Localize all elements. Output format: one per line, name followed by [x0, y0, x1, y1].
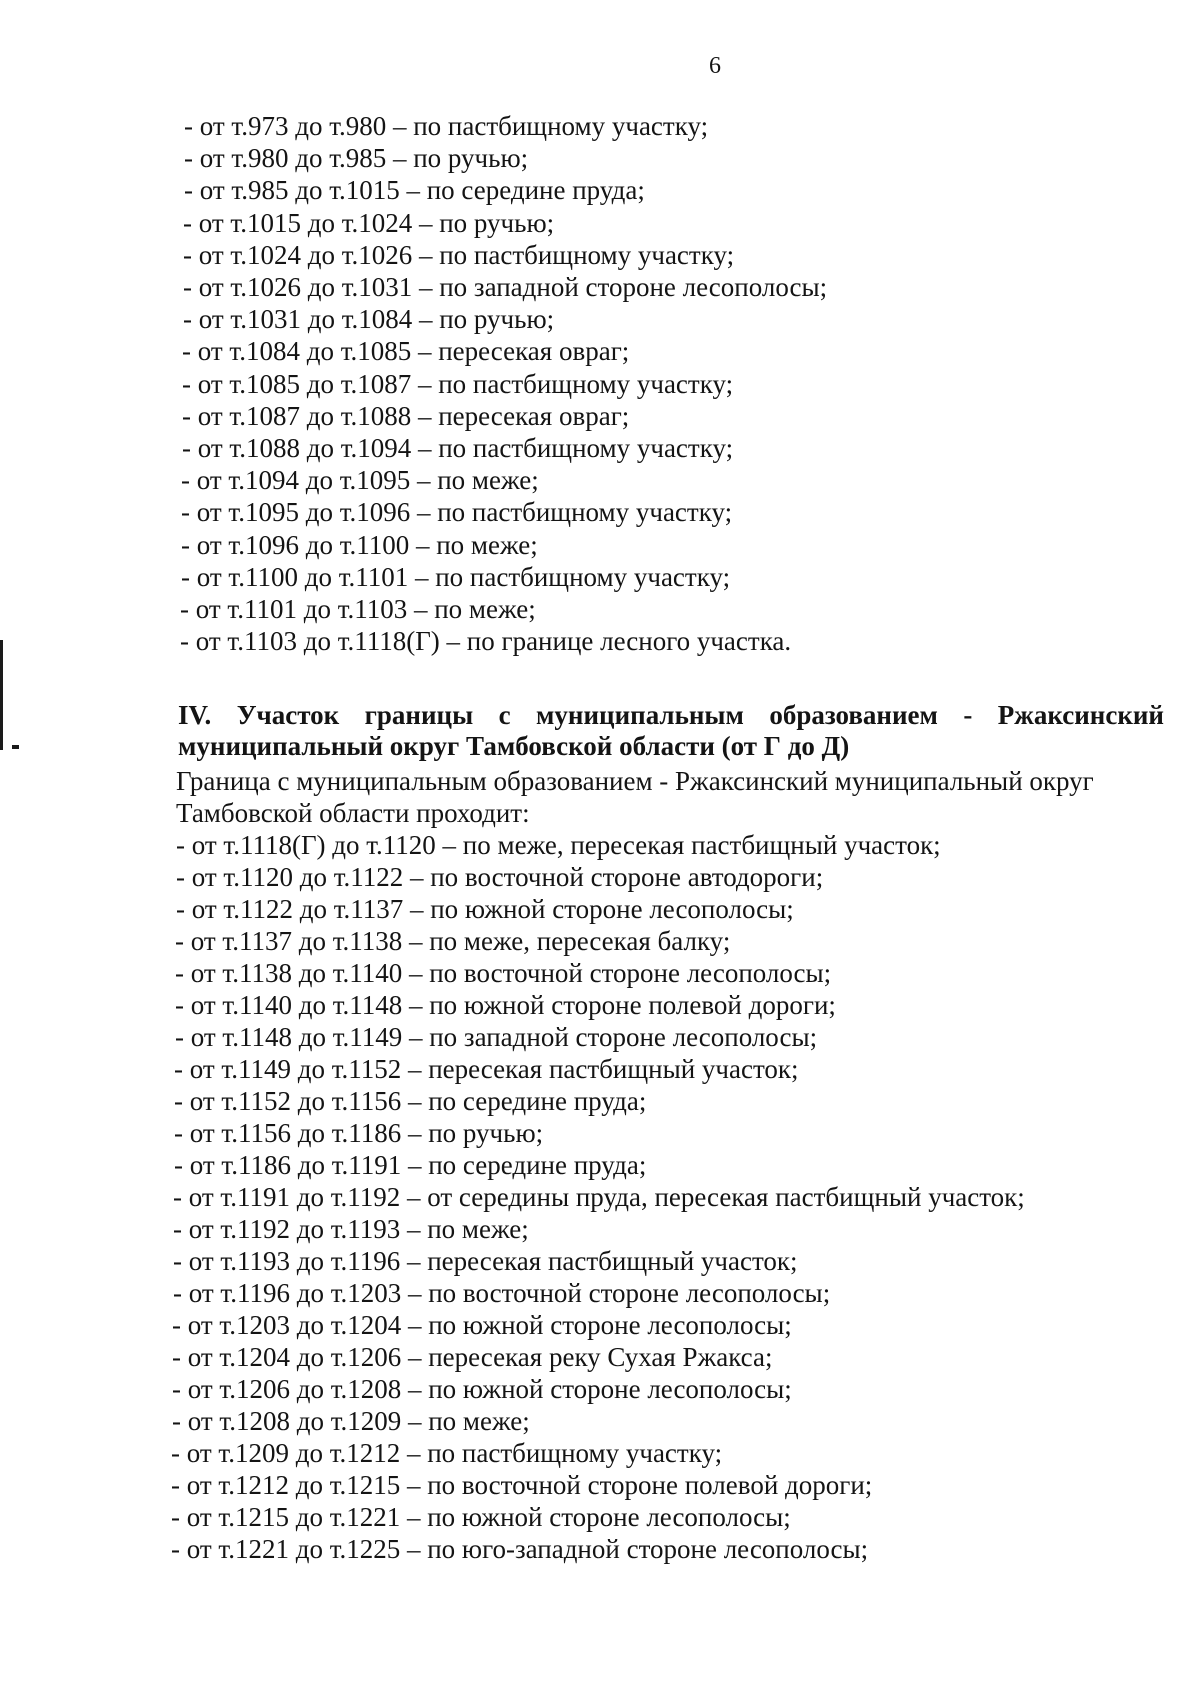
boundary-segment-line: - от т.1221 до т.1225 – по юго-западной стороне лесополосы;	[171, 1534, 869, 1564]
boundary-segment-line: - от т.973 до т.980 – по пастбищному участку;	[184, 111, 709, 141]
boundary-segment-line: - от т.1031 до т.1084 – по ручью;	[183, 304, 555, 335]
boundary-segment-line: - от т.1100 до т.1101 – по пастбищному участку;	[181, 561, 731, 592]
boundary-segment-line: - от т.1095 до т.1096 – по пастбищному участку;	[181, 497, 733, 528]
boundary-segment-line: - от т.1156 до т.1186 – по ручью;	[174, 1118, 544, 1148]
section-intro-line-1: Граница с муниципальным образованием - Ржаксинский муниципальный округ	[176, 766, 1094, 796]
boundary-segment-line: - от т.1122 до т.1137 – по южной стороне лесополосы;	[176, 894, 794, 924]
scan-dot-mark	[12, 745, 19, 749]
section-heading-line-1: IV. Участок границы с муниципальным образованием - Ржаксинский	[178, 700, 1164, 730]
boundary-segment-line: - от т.1024 до т.1026 – по пастбищному участку;	[183, 239, 735, 270]
boundary-segment-line: - от т.1215 до т.1221 – по южной стороне лесополосы;	[171, 1502, 791, 1532]
scan-edge-mark	[0, 640, 3, 750]
boundary-segment-line: - от т.1186 до т.1191 – по середине пруда;	[174, 1150, 647, 1180]
section-intro-line-2: Тамбовской области проходит:	[176, 798, 530, 828]
boundary-segment-line: - от т.1137 до т.1138 – по меже, пересекая балку;	[175, 926, 731, 956]
boundary-segment-line: - от т.1208 до т.1209 – по меже;	[172, 1406, 530, 1436]
boundary-segment-line: - от т.1096 до т.1100 – по меже;	[181, 529, 538, 560]
boundary-segment-line: - от т.1152 до т.1156 – по середине пруда;	[174, 1086, 647, 1116]
boundary-segment-line: - от т.1204 до т.1206 – пересекая реку Сухая Ржакса;	[172, 1342, 773, 1372]
section-heading-line-2: муниципальный округ Тамбовской области (от Г до Д)	[178, 731, 850, 761]
boundary-segment-line: - от т.1212 до т.1215 – по восточной стороне полевой дороги;	[171, 1470, 873, 1500]
boundary-segment-line: - от т.1203 до т.1204 – по южной стороне лесополосы;	[172, 1310, 792, 1340]
boundary-segment-line: - от т.1101 до т.1103 – по меже;	[180, 594, 536, 624]
boundary-segment-line: - от т.1193 до т.1196 – пересекая пастбищный участок;	[173, 1246, 798, 1276]
boundary-segment-line: - от т.1026 до т.1031 – по западной стороне лесополосы;	[183, 272, 828, 302]
boundary-segment-line: - от т.1103 до т.1118(Г) – по границе лесного участка.	[180, 626, 792, 657]
boundary-segment-line: - от т.1088 до т.1094 – по пастбищному участку;	[182, 433, 734, 463]
boundary-segment-line: - от т.1196 до т.1203 – по восточной стороне лесополосы;	[173, 1278, 831, 1308]
boundary-segment-line: - от т.1094 до т.1095 – по меже;	[181, 465, 539, 496]
boundary-segment-line: - от т.1087 до т.1088 – пересекая овраг;	[182, 400, 630, 431]
section-heading	[178, 700, 1164, 762]
boundary-segment-line: - от т.1085 до т.1087 – по пастбищному участку;	[182, 368, 734, 399]
boundary-segment-line: - от т.1192 до т.1193 – по меже;	[173, 1214, 529, 1244]
boundary-segment-line: - от т.1015 до т.1024 – по ручью;	[183, 207, 555, 238]
boundary-segment-line: - от т.1140 до т.1148 – по южной стороне полевой дороги;	[175, 990, 836, 1020]
boundary-segment-line: - от т.1084 до т.1085 – пересекая овраг;	[182, 336, 630, 367]
boundary-segment-line: - от т.980 до т.985 – по ручью;	[184, 143, 529, 174]
page-number: 6	[709, 53, 721, 79]
boundary-segment-line: - от т.1120 до т.1122 – по восточной стороне автодороги;	[176, 862, 824, 892]
boundary-segment-line: - от т.1191 до т.1192 – от середины пруда, пересекая пастбищный участок;	[173, 1182, 1025, 1212]
boundary-segment-line: - от т.1149 до т.1152 – пересекая пастбищный участок;	[174, 1054, 799, 1084]
boundary-segment-line: - от т.1209 до т.1212 – по пастбищному участку;	[171, 1438, 723, 1468]
boundary-segment-line: - от т.985 до т.1015 – по середине пруда;	[184, 175, 645, 206]
boundary-segment-line: - от т.1148 до т.1149 – по западной стороне лесополосы;	[175, 1022, 818, 1052]
boundary-segment-line: - от т.1206 до т.1208 – по южной стороне лесополосы;	[172, 1374, 792, 1404]
boundary-segment-line: - от т.1138 до т.1140 – по восточной стороне лесополосы;	[175, 958, 832, 988]
boundary-segment-line: - от т.1118(Г) до т.1120 – по меже, пересекая пастбищный участок;	[176, 830, 941, 860]
